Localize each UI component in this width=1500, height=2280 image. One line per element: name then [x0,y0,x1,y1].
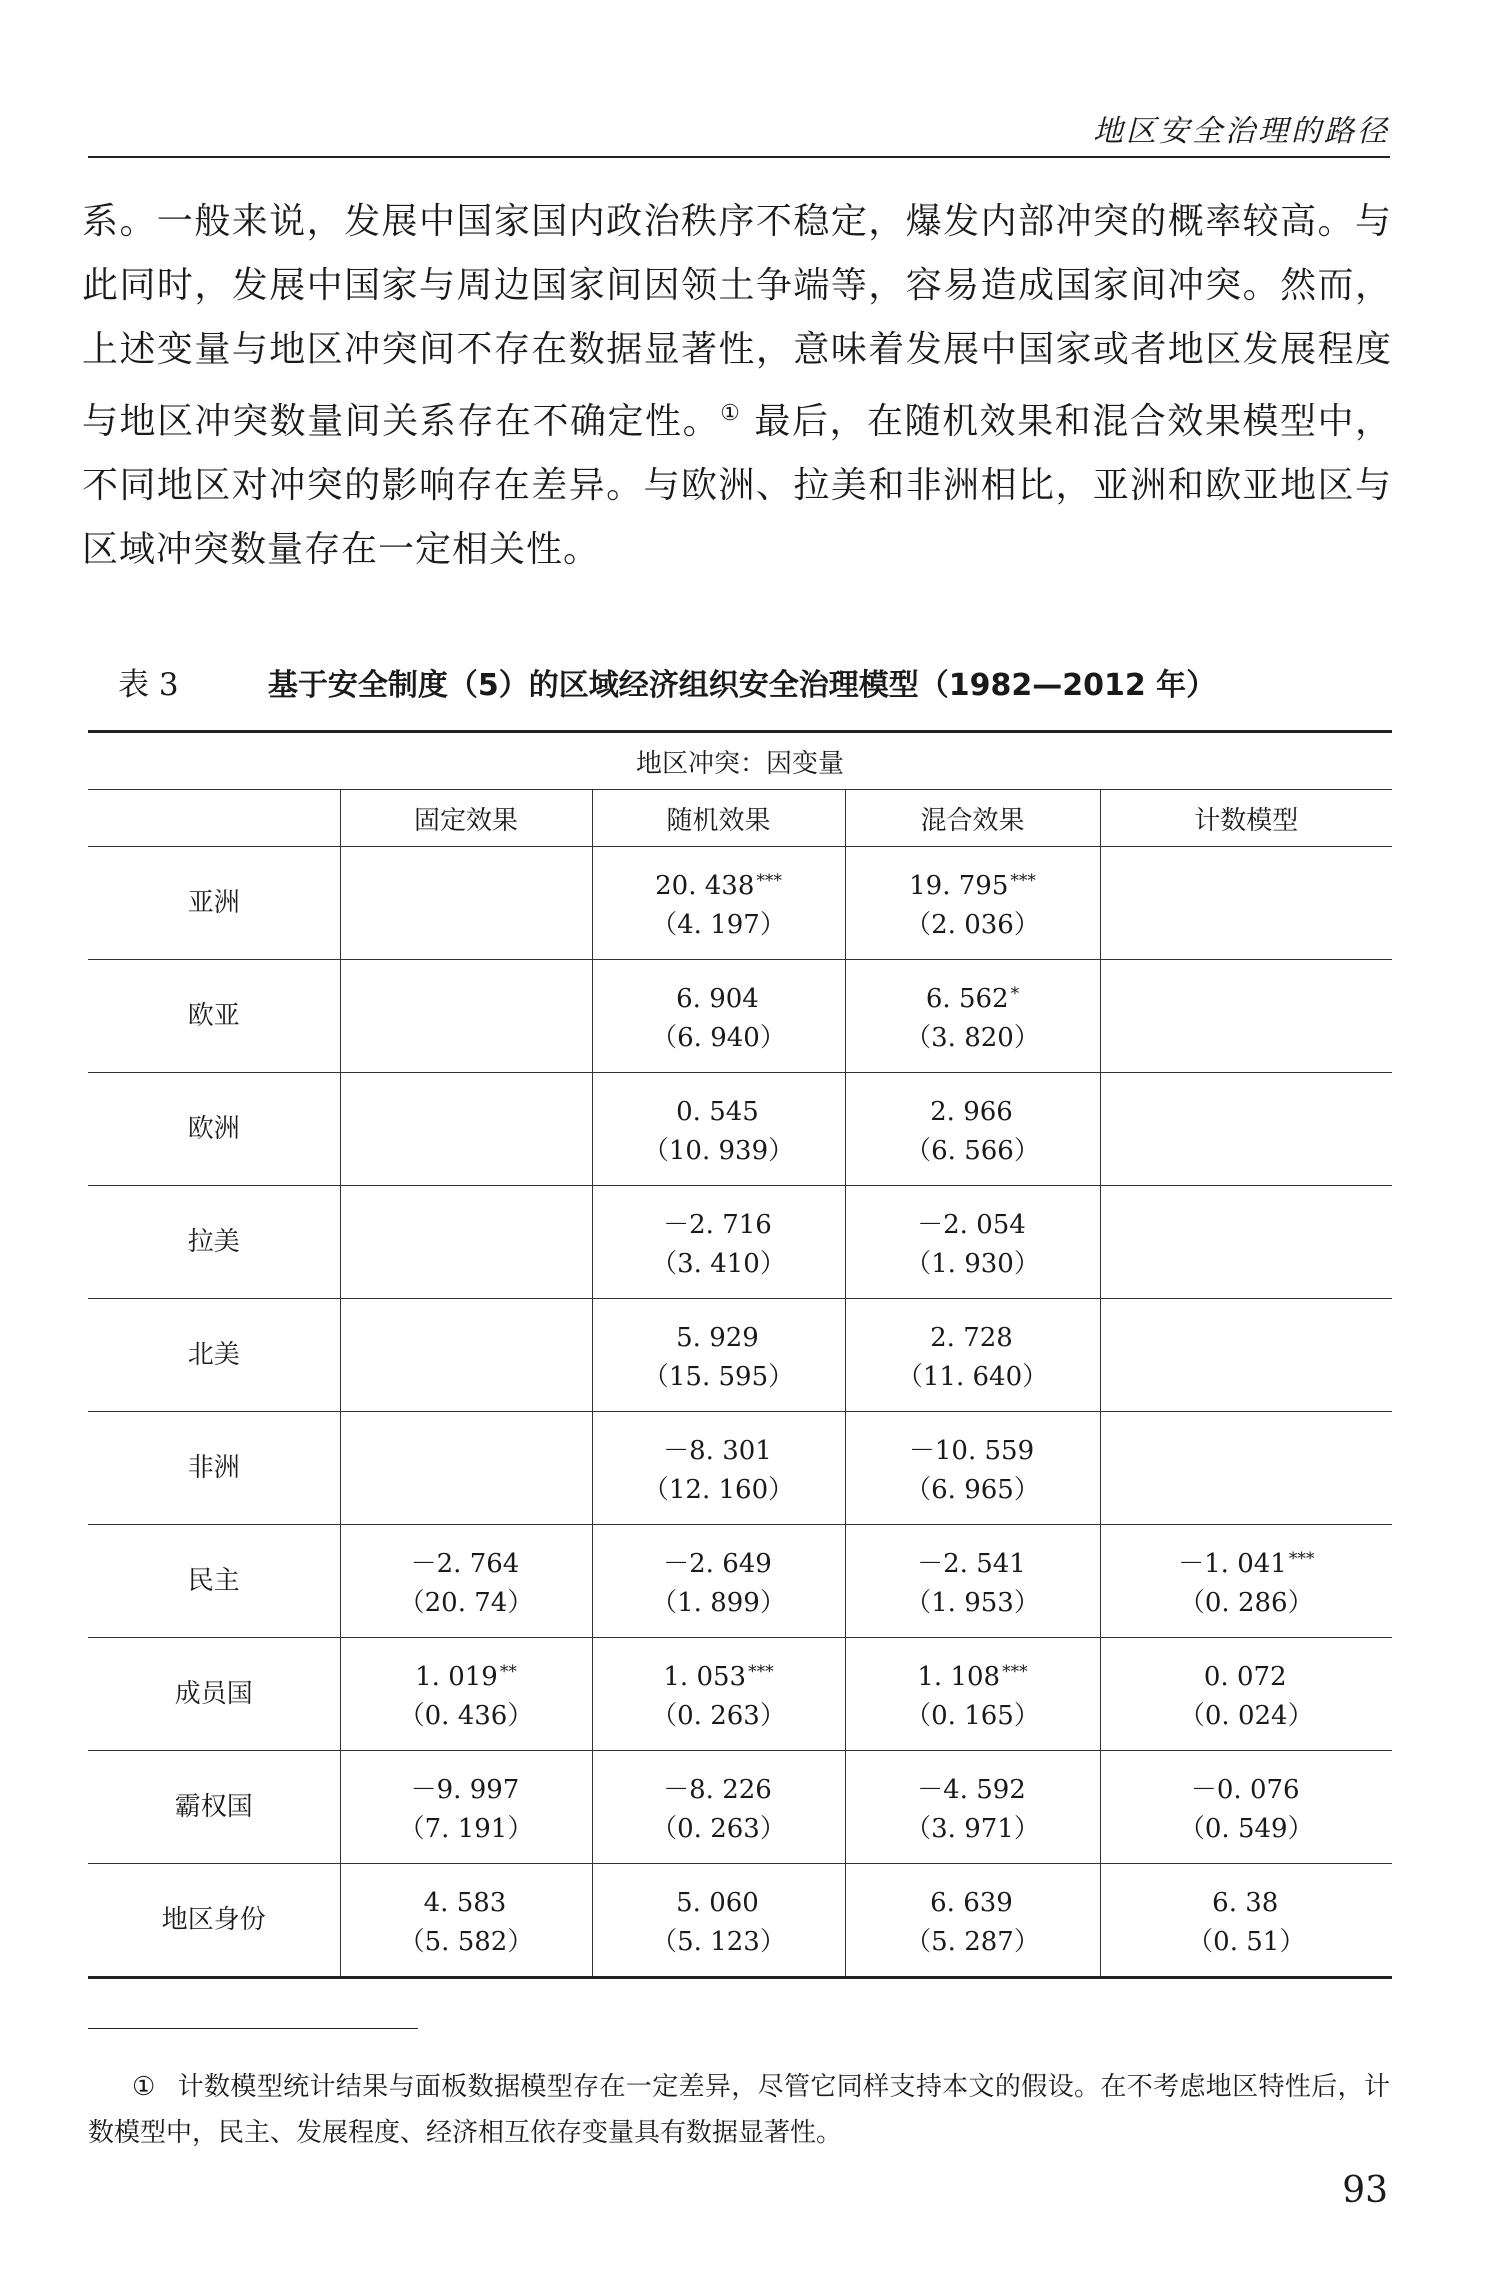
coefficient-line [1101,1220,1393,1264]
table-cell [1100,960,1392,1073]
coefficient: －8. 226 [663,1774,772,1805]
coefficient-line [846,862,1100,906]
table-cell [592,1299,845,1412]
row-label-header [88,790,340,847]
standard-error: （5. 123） [651,1926,786,1957]
standard-error: （0. 549） [1178,1813,1314,1844]
coefficient-line [846,1766,1100,1810]
table-row [88,1525,1392,1638]
table-cell [845,1412,1100,1525]
table-cell [845,1864,1100,1978]
coefficient: 6. 562 [925,983,1009,1014]
table-title: 基于安全制度（5）的区域经济组织安全治理模型（1982—2012 年） [267,668,1217,703]
coefficient: －4. 592 [917,1774,1026,1805]
body-paragraph [82,190,1392,582]
standard-error: （1. 953） [905,1587,1040,1618]
footnote [88,2064,1390,2156]
coefficient: 6. 639 [930,1887,1013,1918]
table-row [88,1638,1392,1751]
coefficient-line [593,1427,845,1471]
header-rule [88,156,1390,158]
regression-table [88,730,1392,1979]
coefficient-line [1101,1879,1393,1923]
table-cell [1100,1751,1392,1864]
table-row [88,960,1392,1073]
standard-error: （20. 74） [398,1587,534,1618]
row-label: 欧洲 [88,1073,340,1186]
row-label: 成员国 [88,1638,340,1751]
coefficient: 0. 072 [1203,1661,1287,1692]
coefficient: 1. 108 [917,1661,1001,1692]
standard-error: （4. 197） [651,909,786,940]
column-header: 固定效果 [340,790,592,847]
coefficient: －10. 559 [908,1435,1035,1466]
standard-error: （11. 640） [896,1361,1049,1392]
table-cell [592,1186,845,1299]
column-header: 混合效果 [845,790,1100,847]
coefficient-line [1101,1766,1393,1810]
standard-error: （5. 582） [398,1926,534,1957]
significance-stars: *** [1002,1661,1028,1682]
significance-stars: * [1010,983,1020,1004]
table-body [88,847,1392,1978]
coefficient: －0. 076 [1190,1774,1300,1805]
coefficient-line [1101,1540,1393,1584]
coefficient: 0. 545 [676,1096,759,1127]
standard-error: （0. 165） [905,1700,1040,1731]
coefficient: 2. 966 [930,1096,1013,1127]
table-row [88,1864,1392,1978]
table-cell [340,1638,592,1751]
coefficient: 5. 060 [676,1887,759,1918]
coefficient-line [341,1540,592,1584]
coefficient-line [593,975,845,1019]
standard-error: （6. 566） [905,1135,1040,1166]
table-cell [845,1073,1100,1186]
table-row [88,847,1392,960]
table-cell [1100,1864,1392,1978]
table-caption [118,660,1390,710]
table-cell [845,1751,1100,1864]
standard-error: （0. 286） [1178,1587,1314,1618]
table-cell [592,847,845,960]
coefficient-line [846,1314,1100,1358]
coefficient-line [341,1653,592,1697]
coefficient-line [1101,994,1393,1038]
table-row [88,1751,1392,1864]
standard-error: （1. 899） [651,1587,786,1618]
coefficient-line [846,1201,1100,1245]
standard-error: （7. 191） [398,1813,534,1844]
coefficient: －8. 301 [663,1435,772,1466]
coefficient-line [846,1540,1100,1584]
table-cell [1100,1186,1392,1299]
coefficient-line [846,1427,1100,1471]
standard-error: （3. 971） [905,1813,1040,1844]
table-cell [340,847,592,960]
row-label: 民主 [88,1525,340,1638]
table-cell [592,1412,845,1525]
coefficient-line [593,1314,845,1358]
coefficient-line [593,862,845,906]
row-label: 非洲 [88,1412,340,1525]
page-number: 93 [1342,2170,1388,2211]
significance-stars: ** [499,1661,517,1682]
table-cell [592,1751,845,1864]
standard-error: （3. 820） [905,1022,1040,1053]
coefficient-line [846,975,1100,1019]
coefficient: 1. 019 [415,1661,498,1692]
table-cell [1100,1412,1392,1525]
standard-error: （15. 595） [642,1361,795,1392]
table-cell [845,960,1100,1073]
coefficient-line [341,1333,592,1377]
footnote-rule [88,2028,418,2029]
standard-error: （12. 160） [642,1474,795,1505]
coefficient-line [341,881,592,925]
significance-stars: *** [748,1661,774,1682]
coefficient-line [341,1446,592,1490]
coefficient: －2. 764 [410,1548,520,1579]
footnote-mark: ① [132,2072,156,2102]
table-row [88,1186,1392,1299]
table-cell [1100,1525,1392,1638]
coefficient-line [1101,1446,1393,1490]
coefficient-line [341,1766,592,1810]
coefficient: －2. 054 [917,1209,1026,1240]
coefficient-line [1101,1333,1393,1377]
coefficient-line [846,1653,1100,1697]
table-cell [845,1186,1100,1299]
coefficient: 2. 728 [930,1322,1013,1353]
table-cell [845,1299,1100,1412]
coefficient-line [846,1088,1100,1132]
table-cell [845,1525,1100,1638]
coefficient-line [341,994,592,1038]
significance-stars: *** [1010,870,1036,891]
standard-error: （0. 263） [651,1700,786,1731]
standard-error: （5. 287） [905,1926,1040,1957]
coefficient: －1. 041 [1178,1548,1287,1579]
row-label: 欧亚 [88,960,340,1073]
row-label: 拉美 [88,1186,340,1299]
standard-error: （6. 940） [651,1022,786,1053]
column-header-row [88,790,1392,847]
table-cell [845,847,1100,960]
paragraph-text-after-note: 最后，在随机效果和混合效果模型中，不同地区对冲突的影响存在差异。与欧洲、拉美和非洲相比，亚洲和欧亚地区与区域冲突数量存在一定相关性。 [82,401,1392,570]
table-cell [592,960,845,1073]
significance-stars: *** [1288,1548,1315,1569]
table-cell [845,1638,1100,1751]
table-cell [340,1186,592,1299]
dependent-variable-label: 地区冲突：因变量 [88,732,1392,790]
standard-error: （2. 036） [905,909,1040,940]
table-cell [340,1073,592,1186]
table-cell [340,1299,592,1412]
footnote-text: 计数模型统计结果与面板数据模型存在一定差异，尽管它同样支持本文的假设。在不考虑地区特性后，计数模型中，民主、发展程度、经济相互依存变量具有数据显著性。 [88,2072,1390,2148]
coefficient: －9. 997 [410,1774,520,1805]
table-cell [592,1638,845,1751]
table-cell [592,1864,845,1978]
coefficient: 19. 795 [909,870,1009,901]
coefficient-line [341,1107,592,1151]
coefficient-line [1101,881,1393,925]
coefficient-line [593,1653,845,1697]
table-cell [340,1525,592,1638]
table-cell [592,1525,845,1638]
table-cell [1100,1638,1392,1751]
table-cell [1100,847,1392,960]
table-cell [1100,1299,1392,1412]
standard-error: （10. 939） [642,1135,795,1166]
significance-stars: *** [756,870,782,891]
table-row [88,1073,1392,1186]
row-label: 北美 [88,1299,340,1412]
table-cell [340,1864,592,1978]
coefficient: 4. 583 [423,1887,507,1918]
dependent-variable-row [88,732,1392,790]
table-cell [1100,1073,1392,1186]
coefficient-line [593,1088,845,1132]
column-header: 计数模型 [1100,790,1392,847]
standard-error: （1. 930） [905,1248,1040,1279]
footnote-reference[interactable]: ① [720,401,742,426]
standard-error: （0. 263） [651,1813,786,1844]
table-number: 表 3 [118,667,179,703]
coefficient-line [341,1220,592,1264]
coefficient: －2. 649 [663,1548,772,1579]
table-cell [592,1073,845,1186]
coefficient-line [341,1879,592,1923]
coefficient-line [846,1879,1100,1923]
row-label: 亚洲 [88,847,340,960]
paragraph-text-before-note: 系。一般来说，发展中国家国内政治秩序不稳定，爆发内部冲突的概率较高。与此同时，发展中国家与周边国家间因领土争端等，容易造成国家间冲突。然而，上述变量与地区冲突间不存在数据显著性，意味着发展中国家或者地区发展程度与地区冲突数量间关系存在不确定性。 [82,201,1392,442]
coefficient-line [593,1766,845,1810]
table-row [88,1412,1392,1525]
table-row [88,1299,1392,1412]
table-cell [340,1412,592,1525]
coefficient: 1. 053 [663,1661,747,1692]
standard-error: （0. 024） [1178,1700,1314,1731]
coefficient: 6. 38 [1212,1887,1279,1918]
coefficient: －2. 716 [663,1209,772,1240]
standard-error: （3. 410） [651,1248,786,1279]
coefficient-line [1101,1653,1393,1697]
column-header: 随机效果 [592,790,845,847]
standard-error: （0. 436） [398,1700,534,1731]
coefficient-line [1101,1107,1393,1151]
standard-error: （0. 51） [1187,1926,1306,1957]
coefficient-line [593,1879,845,1923]
coefficient: 6. 904 [676,983,759,1014]
table-cell [340,960,592,1073]
coefficient-line [593,1201,845,1245]
coefficient: 5. 929 [676,1322,759,1353]
row-label: 地区身份 [88,1864,340,1978]
standard-error: （6. 965） [905,1474,1040,1505]
coefficient-line [593,1540,845,1584]
row-label: 霸权国 [88,1751,340,1864]
table-cell [340,1751,592,1864]
coefficient: －2. 541 [917,1548,1026,1579]
coefficient: 20. 438 [655,870,755,901]
running-head: 地区安全治理的路径 [1093,114,1390,149]
